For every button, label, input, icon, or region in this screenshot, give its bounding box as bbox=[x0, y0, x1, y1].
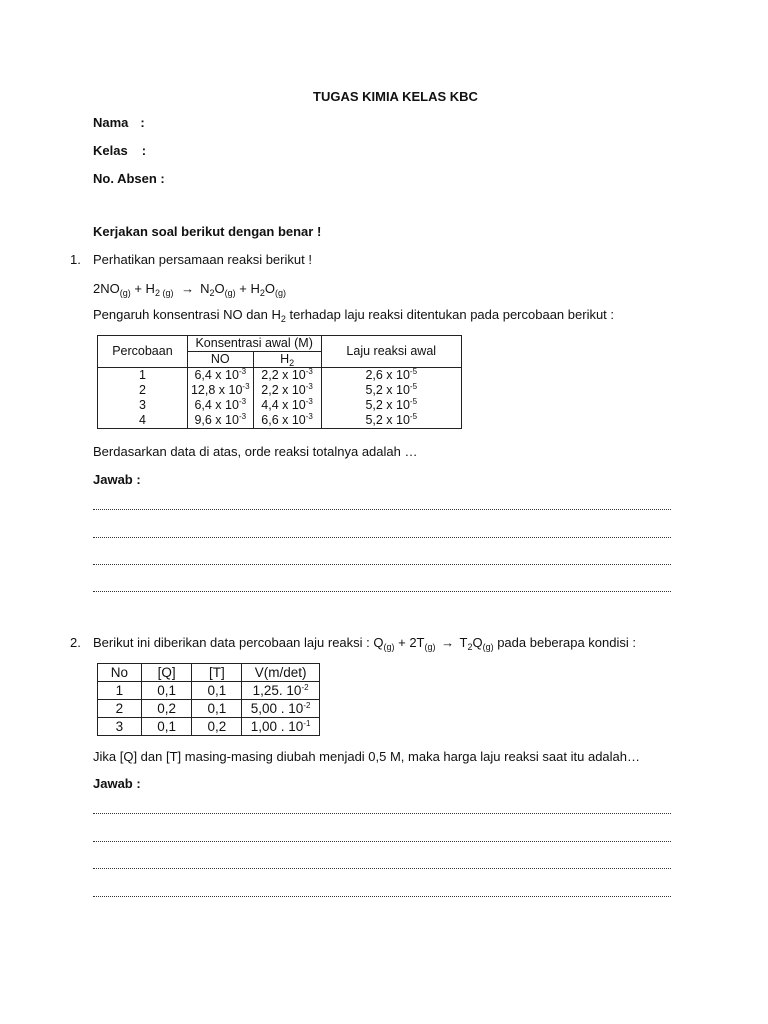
cell-v-exp: -1 bbox=[303, 719, 311, 728]
header-konsentrasi: Konsentrasi awal (M) bbox=[187, 336, 321, 352]
cell-no bbox=[187, 413, 253, 429]
cell-laju bbox=[321, 413, 462, 429]
cell-v bbox=[242, 718, 320, 736]
header-h2-sub: 2 bbox=[289, 358, 295, 368]
cell-percobaan: 4 bbox=[98, 413, 188, 429]
q1-question: Berdasarkan data di atas, orde reaksi totalnya adalah … bbox=[93, 444, 418, 459]
instruction: Kerjakan soal berikut dengan benar ! bbox=[93, 224, 322, 239]
intro-text: Berikut ini diberikan data percobaan laju reaksi : Q bbox=[93, 635, 384, 650]
q2-question: Jika [Q] dan [T] masing-masing diubah menjadi 0,5 M, maka harga laju reaksi saat itu adalah… bbox=[93, 749, 640, 764]
answer-line[interactable] bbox=[93, 867, 671, 869]
eq-term: O bbox=[264, 281, 275, 296]
field-kelas bbox=[93, 143, 146, 159]
cell-percobaan: 3 bbox=[98, 398, 188, 413]
cell-v-val: 1,25. 10 bbox=[252, 683, 302, 698]
q2-number: 2. bbox=[70, 635, 81, 650]
eq-state: (g) bbox=[224, 288, 236, 298]
q2-data-table bbox=[97, 663, 320, 736]
intro-state: (g) bbox=[482, 642, 494, 652]
table-row bbox=[98, 682, 320, 700]
eq-subscript: 2 bbox=[154, 288, 160, 298]
eq-subscript: 2 bbox=[209, 288, 215, 298]
header-percobaan: Percobaan bbox=[98, 336, 188, 368]
eq-term: O bbox=[214, 281, 225, 296]
cell-no bbox=[187, 368, 253, 384]
q1-intro: Perhatikan persamaan reaksi berikut ! bbox=[93, 252, 312, 267]
intro-state: (g) bbox=[383, 642, 395, 652]
answer-line[interactable] bbox=[93, 895, 671, 897]
intro-text: Q bbox=[472, 635, 483, 650]
cell-no: 3 bbox=[98, 718, 142, 736]
cell-laju bbox=[321, 383, 462, 398]
field-nama bbox=[93, 115, 145, 131]
cell-v bbox=[242, 700, 320, 718]
field-nama-label: Nama bbox=[93, 115, 129, 130]
eq-subscript: 2 bbox=[259, 288, 265, 298]
cell-h2 bbox=[253, 368, 321, 384]
desc-text: Pengaruh konsentrasi NO dan H bbox=[93, 307, 281, 322]
cell-no-exp: -3 bbox=[238, 397, 247, 406]
eq-state: (g) bbox=[274, 288, 286, 298]
cell-v-exp: -2 bbox=[301, 683, 309, 692]
cell-v-exp: -2 bbox=[303, 701, 311, 710]
table-row bbox=[98, 413, 462, 429]
table-row bbox=[98, 398, 462, 413]
cell-h2 bbox=[253, 398, 321, 413]
desc-text: terhadap laju reaksi ditentukan pada percobaan berikut : bbox=[285, 307, 615, 322]
eq-term: 2NO bbox=[93, 281, 120, 296]
table-row bbox=[98, 368, 462, 384]
cell-t: 0,2 bbox=[192, 718, 242, 736]
field-kelas-label: Kelas bbox=[93, 143, 128, 158]
cell-v-val: 1,00 . 10 bbox=[250, 719, 304, 734]
desc-subscript: 2 bbox=[280, 314, 286, 324]
header-t: [T] bbox=[192, 664, 242, 682]
cell-laju-exp: -5 bbox=[409, 382, 418, 391]
cell-h2-exp: -3 bbox=[305, 412, 313, 421]
table-row bbox=[98, 718, 320, 736]
cell-percobaan: 2 bbox=[98, 383, 188, 398]
arrow-icon: → bbox=[181, 281, 195, 296]
cell-no-val: 6,4 x 10 bbox=[194, 368, 239, 382]
cell-percobaan: 1 bbox=[98, 368, 188, 384]
cell-h2-exp: -3 bbox=[305, 367, 313, 376]
answer-line[interactable] bbox=[93, 590, 671, 592]
cell-h2-val: 6,6 x 10 bbox=[261, 413, 306, 427]
cell-no-val: 6,4 x 10 bbox=[194, 398, 239, 412]
cell-q: 0,1 bbox=[141, 718, 192, 736]
cell-no: 1 bbox=[98, 682, 142, 700]
cell-h2 bbox=[253, 383, 321, 398]
cell-h2-exp: -3 bbox=[305, 397, 313, 406]
cell-laju-val: 5,2 x 10 bbox=[365, 398, 410, 412]
arrow-icon: → bbox=[441, 635, 455, 650]
cell-laju bbox=[321, 368, 462, 384]
cell-no bbox=[187, 398, 253, 413]
cell-laju-exp: -5 bbox=[409, 412, 418, 421]
intro-text: T bbox=[456, 635, 468, 650]
cell-t: 0,1 bbox=[192, 682, 242, 700]
header-h2-text: H bbox=[280, 352, 290, 366]
field-nama-sep: : bbox=[140, 115, 145, 130]
cell-v-val: 5,00 . 10 bbox=[250, 701, 304, 716]
cell-h2-val: 4,4 x 10 bbox=[261, 398, 306, 412]
eq-term: + H bbox=[235, 281, 260, 296]
cell-no-val: 9,6 x 10 bbox=[194, 413, 239, 427]
eq-state: (g) bbox=[159, 288, 174, 298]
cell-laju bbox=[321, 398, 462, 413]
answer-line[interactable] bbox=[93, 812, 671, 814]
page-title: TUGAS KIMIA KELAS KBC bbox=[313, 89, 478, 104]
cell-no-exp: -3 bbox=[238, 412, 247, 421]
answer-line[interactable] bbox=[93, 508, 671, 510]
cell-laju-exp: -5 bbox=[409, 367, 418, 376]
cell-h2-exp: -3 bbox=[305, 382, 313, 391]
cell-laju-val: 5,2 x 10 bbox=[365, 383, 410, 397]
intro-text: + 2T bbox=[394, 635, 425, 650]
cell-h2-val: 2,2 x 10 bbox=[261, 383, 306, 397]
cell-h2-val: 2,2 x 10 bbox=[261, 368, 306, 382]
cell-laju-val: 5,2 x 10 bbox=[365, 413, 410, 427]
header-v: V(m/det) bbox=[242, 664, 320, 682]
cell-q: 0,2 bbox=[141, 700, 192, 718]
intro-text: pada beberapa kondisi : bbox=[493, 635, 636, 650]
cell-laju-exp: -5 bbox=[409, 397, 418, 406]
cell-t: 0,1 bbox=[192, 700, 242, 718]
cell-no-exp: -3 bbox=[238, 367, 247, 376]
header-q: [Q] bbox=[141, 664, 192, 682]
q2-intro bbox=[93, 635, 636, 651]
cell-no bbox=[187, 383, 253, 398]
answer-line[interactable] bbox=[93, 840, 671, 842]
field-absen: No. Absen : bbox=[93, 171, 165, 186]
table-row bbox=[98, 700, 320, 718]
cell-no: 2 bbox=[98, 700, 142, 718]
q1-data-table bbox=[97, 335, 462, 429]
header-laju: Laju reaksi awal bbox=[321, 336, 462, 368]
intro-subscript: 2 bbox=[467, 642, 473, 652]
table-row bbox=[98, 383, 462, 398]
header-no: No bbox=[98, 664, 142, 682]
header-no: NO bbox=[187, 352, 253, 368]
cell-no-val: 12,8 x 10 bbox=[190, 383, 243, 397]
q1-equation bbox=[93, 281, 286, 297]
intro-state: (g) bbox=[424, 642, 436, 652]
cell-q: 0,1 bbox=[141, 682, 192, 700]
eq-state: (g) bbox=[119, 288, 131, 298]
cell-laju-val: 2,6 x 10 bbox=[365, 368, 410, 382]
answer-line[interactable] bbox=[93, 536, 671, 538]
q2-answer-label: Jawab : bbox=[93, 776, 141, 791]
field-kelas-sep: : bbox=[141, 143, 147, 158]
q1-answer-label: Jawab : bbox=[93, 472, 141, 487]
header-h2 bbox=[253, 352, 321, 368]
q1-description bbox=[93, 307, 614, 323]
q1-number: 1. bbox=[70, 252, 81, 267]
cell-no-exp: -3 bbox=[242, 382, 250, 391]
answer-line[interactable] bbox=[93, 563, 671, 565]
eq-term: N bbox=[200, 281, 210, 296]
cell-v bbox=[242, 682, 320, 700]
eq-term: + H bbox=[130, 281, 155, 296]
cell-h2 bbox=[253, 413, 321, 429]
